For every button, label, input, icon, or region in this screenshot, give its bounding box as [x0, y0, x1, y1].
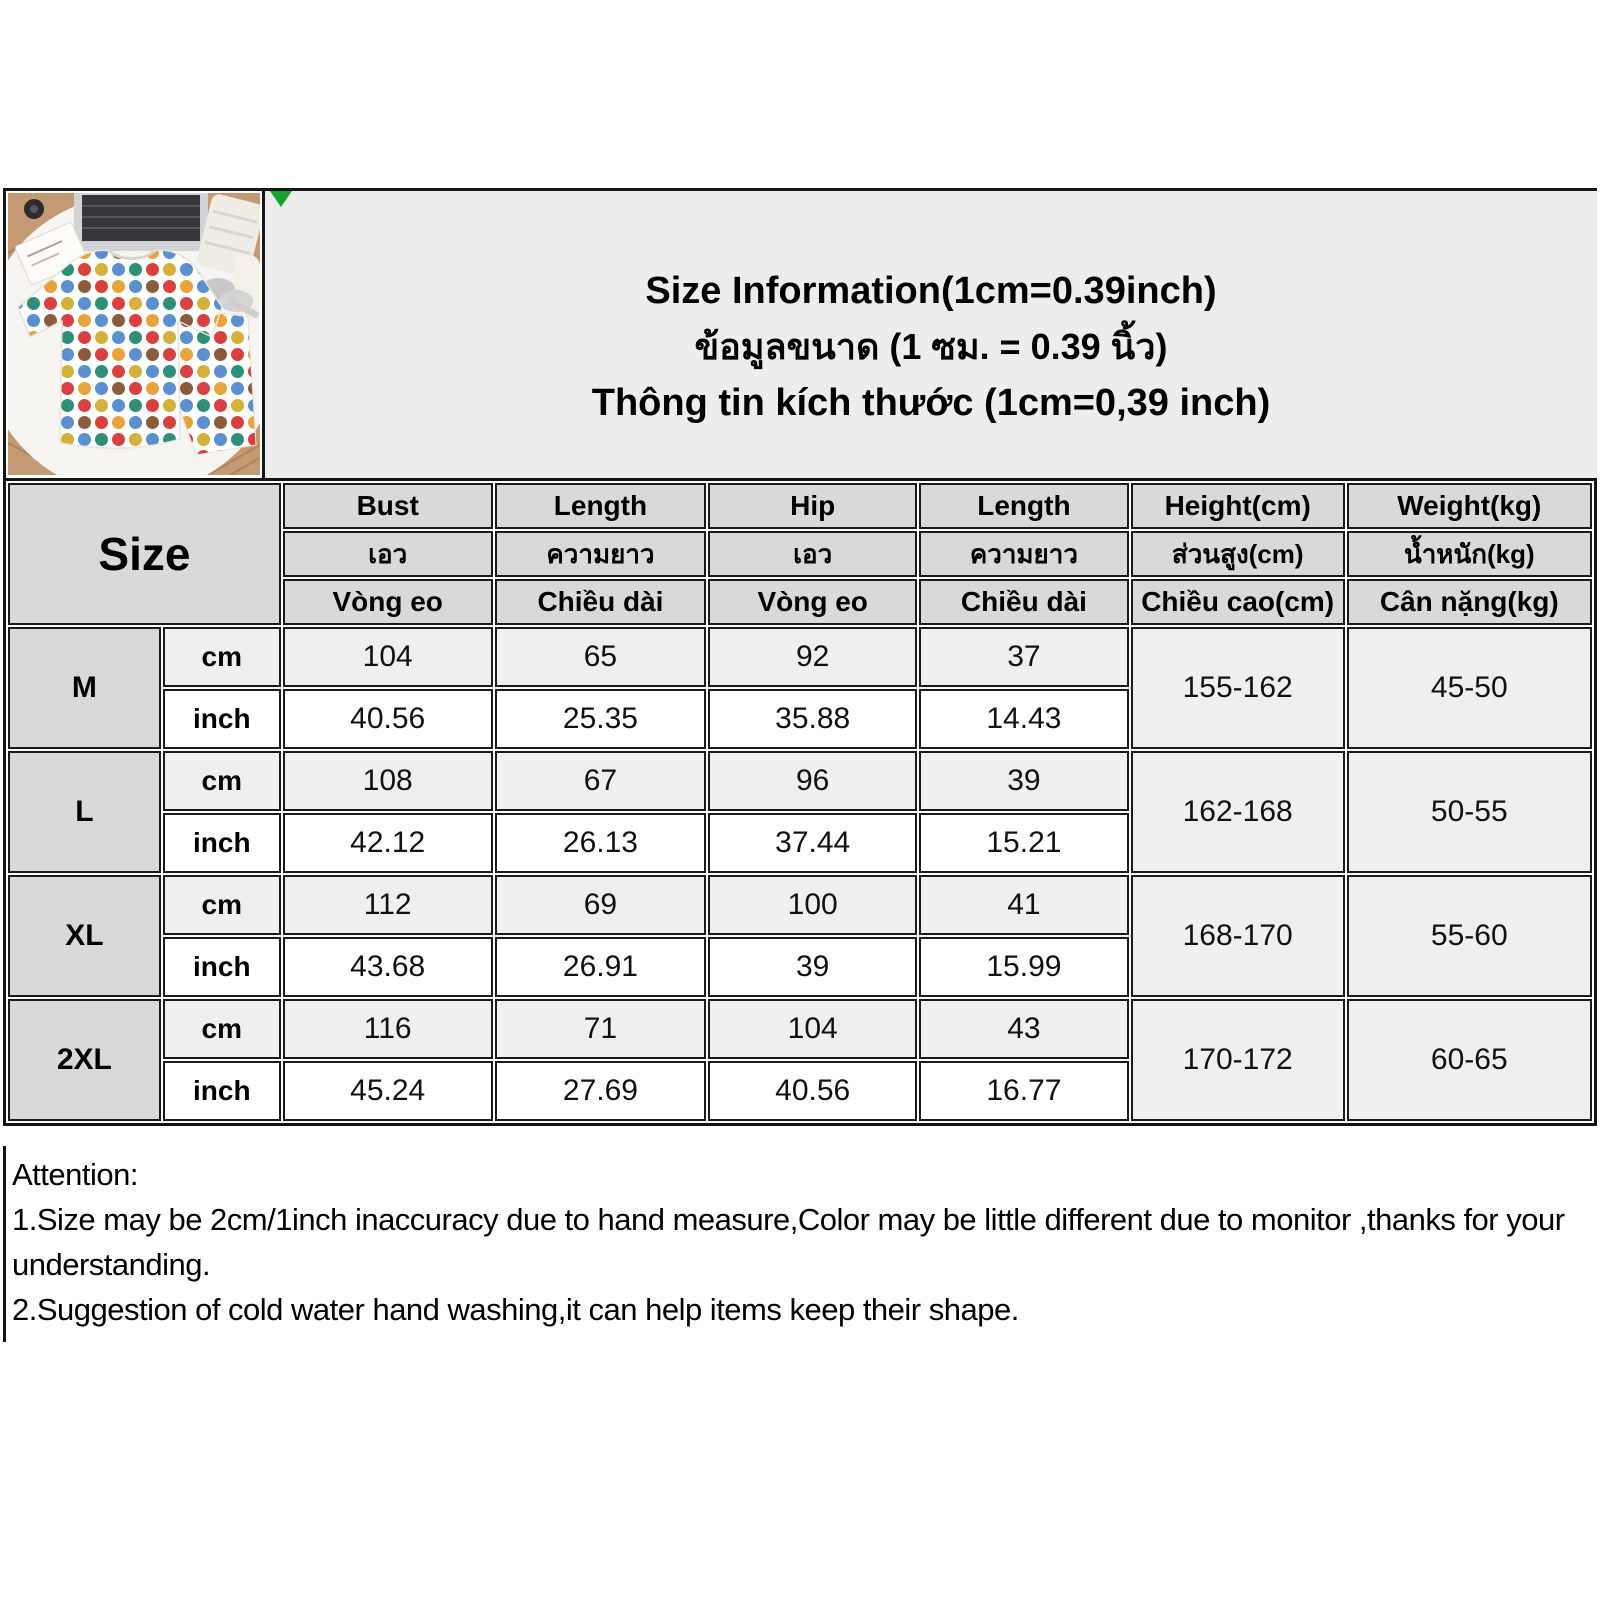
- unit-inch: inch: [163, 813, 281, 873]
- col-header-length2-th: ความยาว: [919, 531, 1129, 577]
- cell-l-hip-inch: 37.44: [708, 813, 917, 873]
- product-photo-illustration: [8, 193, 260, 475]
- cell-l-bust-cm: 108: [283, 751, 493, 811]
- top-band: [3, 188, 1597, 478]
- row-l-cm: [8, 751, 1592, 811]
- col-header-height-th: ส่วนสูง(cm): [1131, 531, 1345, 577]
- cell-xl-hip-inch: 39: [708, 937, 917, 997]
- cell-2xl-length1-inch: 27.69: [495, 1061, 707, 1121]
- col-header-length2-en: Length: [919, 483, 1129, 529]
- col-header-height-vi: Chiều cao(cm): [1131, 579, 1345, 625]
- col-header-length2-vi: Chiều dài: [919, 579, 1129, 625]
- cell-xl-length2-cm: 41: [919, 875, 1129, 935]
- cell-m-height: 155-162: [1131, 627, 1345, 749]
- cell-l-length2-cm: 39: [919, 751, 1129, 811]
- cell-m-length1-inch: 25.35: [495, 689, 707, 749]
- col-header-weight-en: Weight(kg): [1347, 483, 1592, 529]
- cell-2xl-height: 170-172: [1131, 999, 1345, 1121]
- cell-xl-weight: 55-60: [1347, 875, 1592, 997]
- size-table-frame: [3, 478, 1597, 1126]
- cell-2xl-length2-cm: 43: [919, 999, 1129, 1059]
- cell-m-hip-cm: 92: [708, 627, 917, 687]
- col-header-bust-en: Bust: [283, 483, 493, 529]
- cell-m-weight: 45-50: [1347, 627, 1592, 749]
- col-header-hip-en: Hip: [708, 483, 917, 529]
- cell-xl-hip-cm: 100: [708, 875, 917, 935]
- attention-heading: Attention:: [12, 1157, 138, 1192]
- title-block: [265, 191, 1597, 478]
- green-corner-marker-icon: [270, 191, 292, 207]
- cell-m-hip-inch: 35.88: [708, 689, 917, 749]
- cell-m-length1-cm: 65: [495, 627, 707, 687]
- cell-2xl-length2-inch: 16.77: [919, 1061, 1129, 1121]
- cell-xl-height: 168-170: [1131, 875, 1345, 997]
- cell-m-bust-cm: 104: [283, 627, 493, 687]
- cell-2xl-weight: 60-65: [1347, 999, 1592, 1121]
- unit-cm: cm: [163, 627, 281, 687]
- cell-m-length2-cm: 37: [919, 627, 1129, 687]
- cell-l-length1-cm: 67: [495, 751, 707, 811]
- size-table: [6, 481, 1594, 1123]
- cell-xl-bust-cm: 112: [283, 875, 493, 935]
- size-label-l: L: [8, 751, 161, 873]
- unit-cm: cm: [163, 751, 281, 811]
- cell-2xl-length1-cm: 71: [495, 999, 707, 1059]
- unit-inch: inch: [163, 1061, 281, 1121]
- product-photo: [3, 191, 265, 478]
- unit-inch: inch: [163, 937, 281, 997]
- cell-xl-length2-inch: 15.99: [919, 937, 1129, 997]
- size-label-xl: XL: [8, 875, 161, 997]
- col-header-length1-vi: Chiều dài: [495, 579, 707, 625]
- title-english: Size Information(1cm=0.39inch): [645, 270, 1217, 312]
- cell-m-bust-inch: 40.56: [283, 689, 493, 749]
- attention-notes: [3, 1146, 1593, 1342]
- cell-2xl-bust-inch: 45.24: [283, 1061, 493, 1121]
- cell-m-length2-inch: 14.43: [919, 689, 1129, 749]
- row-2xl-cm: [8, 999, 1592, 1059]
- cell-l-length1-inch: 26.13: [495, 813, 707, 873]
- unit-cm: cm: [163, 875, 281, 935]
- cell-l-length2-inch: 15.21: [919, 813, 1129, 873]
- cell-l-weight: 50-55: [1347, 751, 1592, 873]
- title-vietnamese: Thông tin kích thước (1cm=0,39 inch): [591, 382, 1271, 424]
- attention-note-1: 1.Size may be 2cm/1inch inaccuracy due to hand measure,Color may be little different due to monitor ,thanks for your understanding.: [12, 1202, 1565, 1282]
- col-header-bust-vi: Vòng eo: [283, 579, 493, 625]
- cell-xl-bust-inch: 43.68: [283, 937, 493, 997]
- cell-l-height: 162-168: [1131, 751, 1345, 873]
- cell-l-bust-inch: 42.12: [283, 813, 493, 873]
- size-label-m: M: [8, 627, 161, 749]
- cell-xl-length1-inch: 26.91: [495, 937, 707, 997]
- row-m-cm: [8, 627, 1592, 687]
- col-header-length1-en: Length: [495, 483, 707, 529]
- size-label-2xl: 2XL: [8, 999, 161, 1121]
- header-row-english: [8, 483, 1592, 529]
- size-header-cell: Size: [8, 483, 281, 625]
- title-thai: ข้อมูลขนาด (1 ซม. = 0.39 นิ้ว): [694, 326, 1168, 367]
- cell-l-hip-cm: 96: [708, 751, 917, 811]
- attention-note-2: 2.Suggestion of cold water hand washing,it can help items keep their shape.: [12, 1292, 1019, 1327]
- cell-2xl-bust-cm: 116: [283, 999, 493, 1059]
- cell-xl-length1-cm: 69: [495, 875, 707, 935]
- unit-cm: cm: [163, 999, 281, 1059]
- col-header-length1-th: ความยาว: [495, 531, 707, 577]
- col-header-hip-vi: Vòng eo: [708, 579, 917, 625]
- col-header-weight-th: น้ำหนัก(kg): [1347, 531, 1592, 577]
- col-header-bust-th: เอว: [283, 531, 493, 577]
- col-header-hip-th: เอว: [708, 531, 917, 577]
- cell-2xl-hip-cm: 104: [708, 999, 917, 1059]
- unit-inch: inch: [163, 689, 281, 749]
- cell-2xl-hip-inch: 40.56: [708, 1061, 917, 1121]
- col-header-height-en: Height(cm): [1131, 483, 1345, 529]
- row-xl-cm: [8, 875, 1592, 935]
- col-header-weight-vi: Cân nặng(kg): [1347, 579, 1592, 625]
